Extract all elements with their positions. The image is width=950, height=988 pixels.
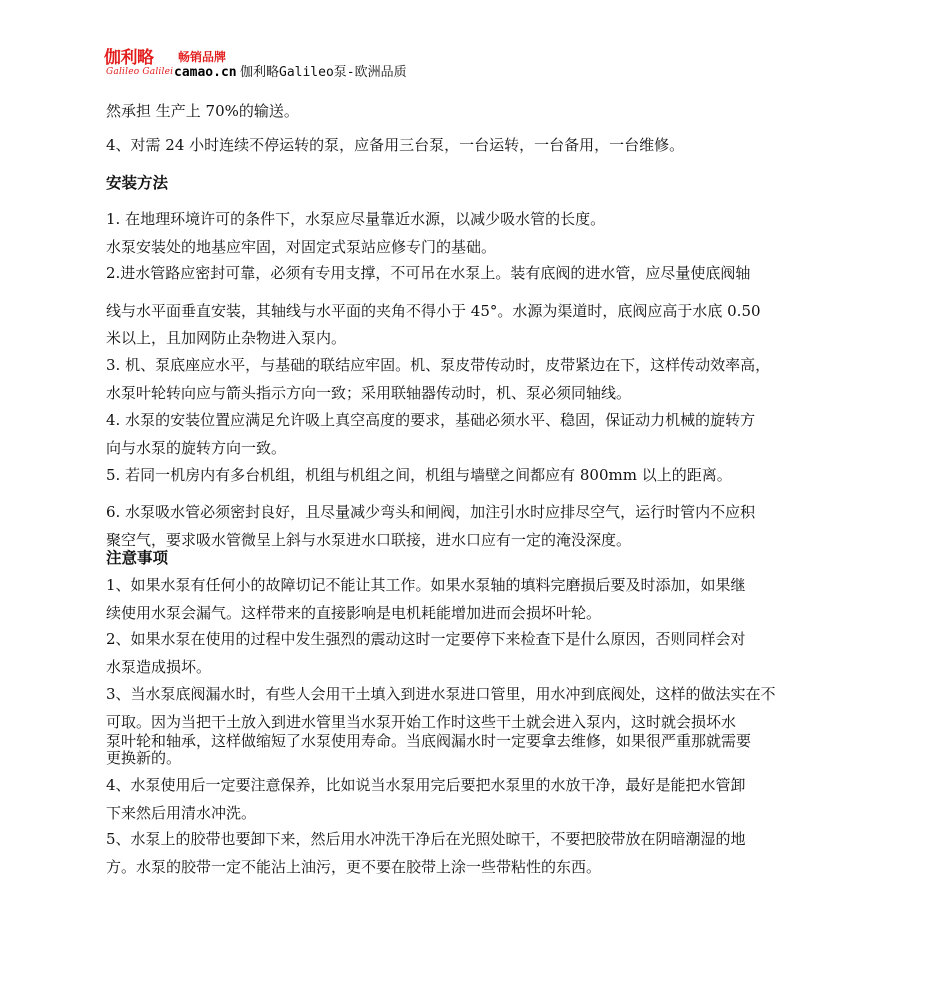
paragraph-line: 4、水泵使用后一定要注意保养，比如说当水泵用完后要把水泵里的水放干净，最好是能把水管卸 — [106, 776, 746, 794]
paragraph-line: 可取。因为当把干土放入到进水管里当水泵开始工作时这些干土就会进入泵内，这时就会损坏水 — [106, 713, 737, 731]
paragraph-line: 4、对需 24 小时连续不停运转的泵，应备用三台泵，一台运转，一台备用，一台维修。 — [106, 136, 685, 154]
paragraph-line: 5、水泵上的胶带也要卸下来，然后用水冲洗干净后在光照处晾干，不要把胶带放在阴暗潮湿的地 — [106, 830, 746, 848]
paragraph-line: 然承担 生产上 70%的输送。 — [106, 102, 299, 120]
paragraph-line: 2、如果水泵在使用的过程中发生强烈的震动这时一定要停下来检查下是什么原因，否则同样会对 — [106, 630, 746, 648]
paragraph-line: 水泵造成损坏。 — [106, 658, 212, 676]
paragraph-line: 聚空气，要求吸水管微呈上斜与水泵进水口联接，进水口应有一定的淹没深度。 — [106, 531, 632, 549]
paragraph-line: 米以上，且加网防止杂物进入泵内。 — [106, 329, 347, 347]
paragraph-line: 4. 水泵的安装位置应满足允许吸上真空高度的要求，基础必须水平、稳固，保证动力机械的旋转方 — [106, 411, 756, 429]
page-header — [104, 48, 524, 86]
paragraph-line: 向与水泵的旋转方向一致。 — [106, 439, 287, 457]
paragraph-line: 3. 机、泵底座应水平，与基础的联结应牢固。机、泵皮带传动时，皮带紧边在下，这样传动效率高， — [106, 356, 771, 374]
paragraph-line: 续使用水泵会漏气。这样带来的直接影响是电机耗能增加进而会损坏叶轮。 — [106, 604, 602, 622]
paragraph-line: 水泵安装处的地基应牢固，对固定式泵站应修专门的基础。 — [106, 238, 497, 256]
galileo-logo — [104, 48, 174, 82]
paragraph-line: 5. 若同一机房内有多台机组，机组与机组之间，机组与墙壁之间都应有 800mm 以上的距离。 — [106, 466, 732, 484]
site-domain: camao.cn — [174, 65, 237, 80]
paragraph-line: 下来然后用清水冲洗。 — [106, 804, 257, 822]
paragraph-line: 6. 水泵吸水管必须密封良好，且尽量减少弯头和闸阀，加注引水时应排尽空气，运行时管内不应积 — [106, 503, 756, 521]
header-tagline: 伽利略Galileo泵-欧洲品质 — [240, 65, 407, 80]
paragraph-line: 1、如果水泵有任何小的故障切记不能让其工作。如果水泵轴的填料完磨损后要及时添加，如果继 — [106, 576, 746, 594]
paragraph-line: 泵叶轮和轴承，这样做缩短了水泵使用寿命。当底阀漏水时一定要拿去维修，如果很严重那就需要 — [106, 732, 752, 750]
logo-text: 伽利略 — [104, 48, 154, 68]
paragraph-line: 水泵叶轮转向应与箭头指示方向一致；采用联轴器传动时，机、泵必须同轴线。 — [106, 384, 632, 402]
paragraph-line: 方。水泵的胶带一定不能沾上油污，更不要在胶带上涂一些带粘性的东西。 — [106, 858, 602, 876]
paragraph-line: 2.进水管路应密封可靠，必须有专用支撑，不可吊在水泵上。装有底阀的进水管，应尽量使底阀轴 — [106, 264, 751, 282]
paragraph-line: 3、当水泵底阀漏水时，有些人会用干土填入到进水泵进口管里，用水冲到底阀处，这样的做法实在不 — [106, 685, 776, 703]
paragraph-line: 1. 在地理环境许可的条件下，水泵应尽量靠近水源，以减少吸水管的长度。 — [106, 210, 606, 228]
paragraph-line: 更换新的。 — [106, 749, 182, 767]
logo-subtext: Galileo Galilei — [106, 67, 174, 77]
brand-slogan: 畅销品牌 — [178, 50, 227, 64]
section-heading-notes: 注意事项 — [106, 549, 169, 567]
section-heading-install: 安装方法 — [106, 174, 169, 192]
paragraph-line: 线与水平面垂直安装，其轴线与水平面的夹角不得小于 45°。水源为渠道时，底阀应高于水底 0.50 — [106, 302, 761, 320]
